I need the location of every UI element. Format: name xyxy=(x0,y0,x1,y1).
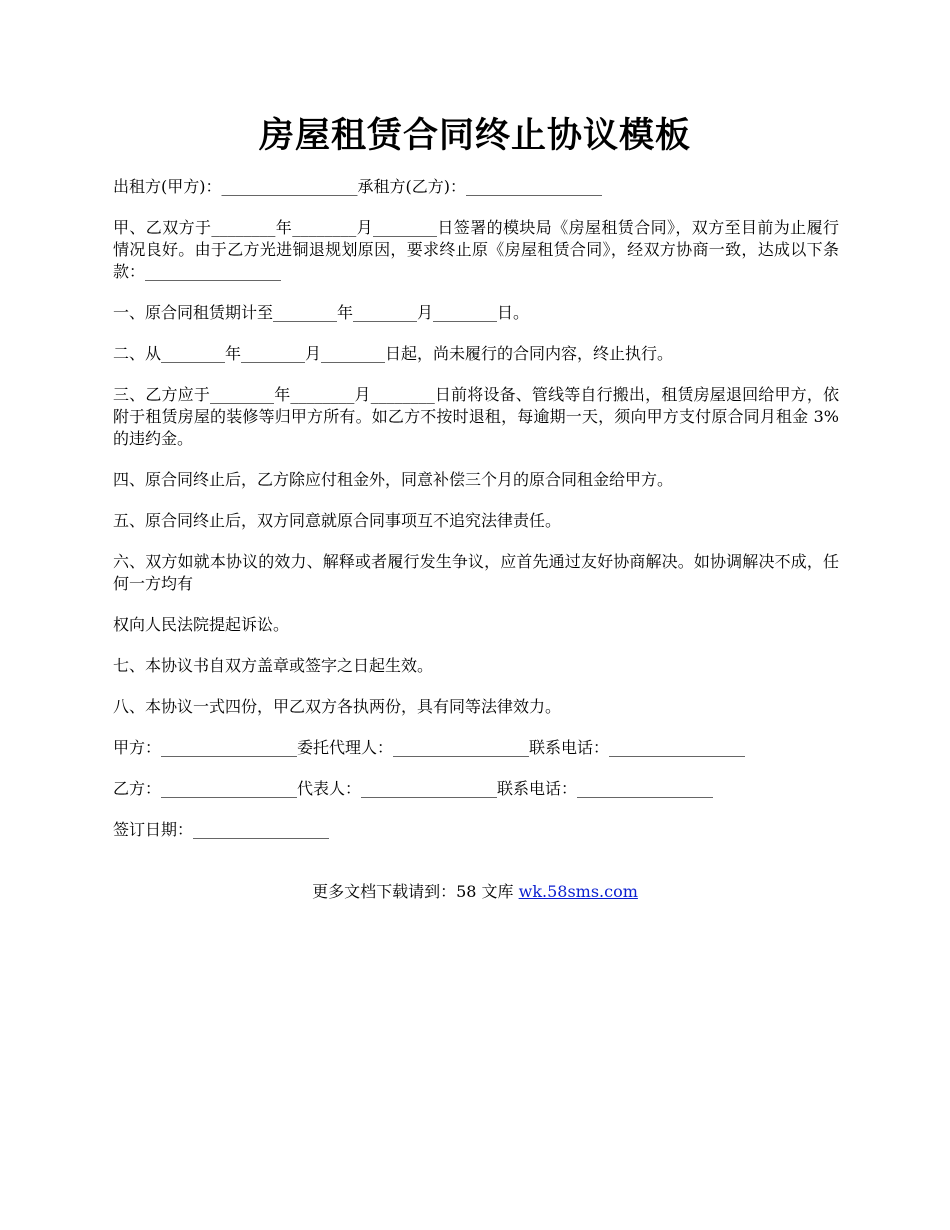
document-title: 房屋租赁合同终止协议模板 xyxy=(258,115,691,156)
footer-text: 更多文档下载请到：58 文库 xyxy=(312,882,519,901)
download-footer xyxy=(0,881,950,903)
document-body xyxy=(113,176,839,860)
clause-4: 四、原合同终止后，乙方除应付租金外，同意补偿三个月的原合同租金给甲方。 xyxy=(113,470,674,489)
clause-1: 一、原合同租赁期计至________年________月________日。 xyxy=(113,303,530,322)
footer-link[interactable]: wk.58sms.com xyxy=(518,882,638,901)
clause-6: 六、双方如就本协议的效力、解释或者履行发生争议，应首先通过友好协商解决。如协调解决不成，任何一方均有 xyxy=(113,552,839,593)
party-a-signature-line: 甲方：_________________委托代理人：_________________联系电话：_________________ xyxy=(113,738,746,757)
clause-6-continued: 权向人民法院提起诉讼。 xyxy=(113,615,290,634)
signing-date-line: 签订日期：_________________ xyxy=(113,820,330,839)
parties-line: 出租方(甲方)：_________________承租方(乙方)：_________________ xyxy=(113,177,602,196)
preamble-paragraph: 甲、乙双方于________年________月________日签署的模块局《房屋租赁合同》，双方至目前为止履行情况良好。由于乙方光进铜退规划原因，要求终止原《房屋租赁合同》，经双方协商一致，达成以下条款：_________________ xyxy=(113,218,839,281)
party-b-signature-line: 乙方：_________________代表人：_________________联系电话：_________________ xyxy=(113,779,714,798)
clause-3: 三、乙方应于________年________月________日前将设备、管线等自行搬出，租赁房屋退回给甲方，依附于租赁房屋的装修等归甲方所有。如乙方不按时退租，每逾期一天，须向甲方支付原合同月租金 3%的违约金。 xyxy=(113,385,839,448)
clause-5: 五、原合同终止后，双方同意就原合同事项互不追究法律责任。 xyxy=(113,511,562,530)
clause-7: 七、本协议书自双方盖章或签字之日起生效。 xyxy=(113,656,434,675)
clause-2: 二、从________年________月________日起，尚未履行的合同内容，终止执行。 xyxy=(113,344,674,363)
clause-8: 八、本协议一式四份，甲乙双方各执两份，具有同等法律效力。 xyxy=(113,697,562,716)
